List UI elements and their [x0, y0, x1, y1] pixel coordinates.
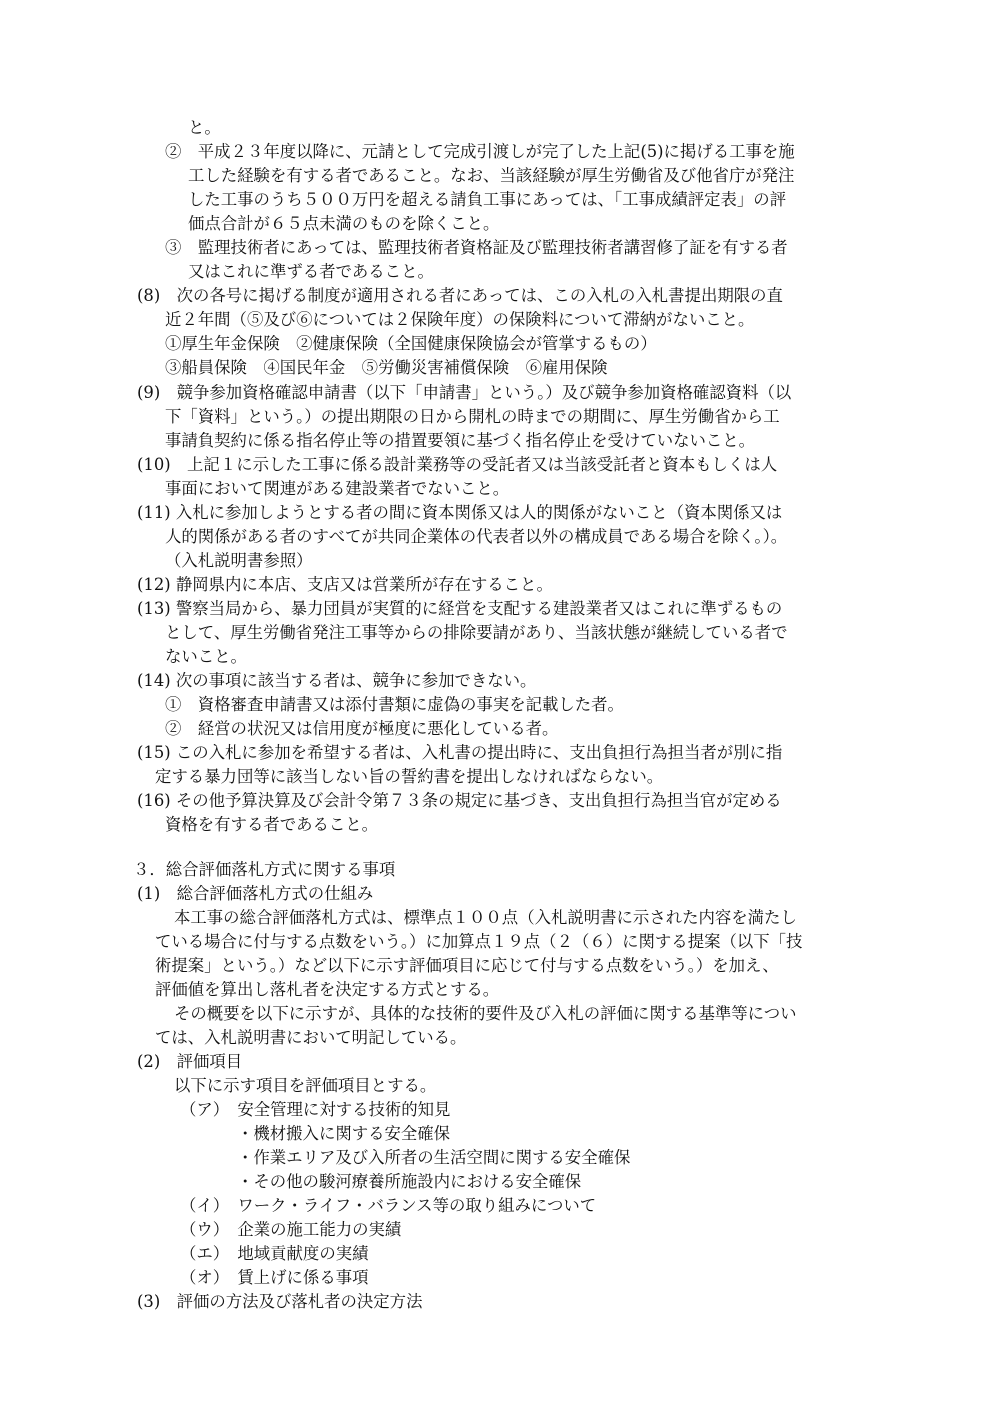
text-line: (12) 静岡県内に本店、支店又は営業所が存在すること。 — [137, 575, 553, 594]
text-line: (2) 評価項目 — [137, 1052, 243, 1071]
text-line: (10) 上記１に示した工事に係る設計業務等の受託者又は当該受託者と資本もしくは人 — [137, 455, 778, 474]
text-line: ② 平成２３年度以降に、元請として完成引渡しが完了した上記(5)に掲げる工事を施 — [165, 142, 795, 161]
text-line: 下「資料」という。）の提出期限の日から開札の時までの期間に、厚生労働省から工 — [165, 407, 780, 426]
text-line: (15) この入札に参加を希望する者は、入札書の提出時に、支出負担行為担当者が別に指 — [137, 743, 783, 762]
text-line: ・機材搬入に関する安全確保 — [237, 1124, 451, 1143]
text-line: （入札説明書参照） — [165, 551, 313, 570]
text-line: ・作業エリア及び入所者の生活空間に関する安全確保 — [237, 1148, 631, 1167]
text-line: 術提案」という。）など以下に示す評価項目に応じて付与する点数をいう。）を加え、 — [155, 956, 779, 975]
text-line: ないこと。 — [165, 647, 247, 666]
text-line: (3) 評価の方法及び落札者の決定方法 — [137, 1292, 423, 1311]
text-line: 又はこれに準ずる者であること。 — [188, 262, 434, 281]
text-line: その概要を以下に示すが、具体的な技術的要件及び入札の評価に関する基準等につい — [174, 1004, 797, 1023]
text-line: (11) 入札に参加しようとする者の間に資本関係又は人的関係がないこと（資本関係又は — [137, 503, 783, 522]
text-line: 近２年間（⑤及び⑥については２保険年度）の保険料について滞納がないこと。 — [165, 310, 755, 329]
text-line: ては、入札説明書において明記している。 — [155, 1028, 467, 1047]
text-line: と。 — [188, 118, 221, 137]
text-line: （オ） 賃上げに係る事項 — [180, 1268, 369, 1287]
text-line: 以下に示す項目を評価項目とする。 — [174, 1076, 437, 1095]
text-line: (16) その他予算決算及び会計令第７３条の規定に基づき、支出負担行為担当官が定める — [137, 791, 782, 810]
text-line: (13) 警察当局から、暴力団員が実質的に経営を支配する建設業者又はこれに準ずるもの — [137, 599, 783, 618]
text-line: ③ 監理技術者にあっては、監理技術者資格証及び監理技術者講習修了証を有する者 — [165, 238, 788, 257]
text-line: 事請負契約に係る指名停止等の措置要領に基づく指名停止を受けていないこと。 — [165, 431, 756, 450]
text-line: ３．総合評価落札方式に関する事項 — [133, 860, 396, 879]
text-line: として、厚生労働省発注工事等からの排除要請があり、当該状態が継続している者で — [165, 623, 788, 642]
text-line: （エ） 地域貢献度の実績 — [180, 1244, 369, 1263]
text-line: (1) 総合評価落札方式の仕組み — [137, 884, 374, 903]
text-line: 工した経験を有する者であること。なお、当該経験が厚生労働省及び他省庁が発注 — [188, 166, 795, 185]
text-line: ・その他の駿河療養所施設内における安全確保 — [237, 1172, 582, 1191]
text-line: ている場合に付与する点数をいう。）に加算点１９点（２（６）に関する提案（以下「技 — [155, 932, 803, 951]
text-line: （ウ） 企業の施工能力の実績 — [180, 1220, 402, 1239]
text-line: (14) 次の事項に該当する者は、競争に参加できない。 — [137, 671, 537, 690]
text-line: （イ） ワーク・ライフ・バランス等の取り組みについて — [180, 1196, 597, 1215]
text-line: 資格を有する者であること。 — [165, 815, 379, 834]
text-line: ③船員保険 ④国民年金 ⑤労働災害補償保険 ⑥雇用保険 — [165, 358, 608, 377]
text-line: 本工事の総合評価落札方式は、標準点１００点（入札説明書に示された内容を満たし — [174, 908, 797, 927]
text-line: （ア） 安全管理に対する技術的知見 — [180, 1100, 451, 1119]
text-line: (9) 競争参加資格確認申請書（以下「申請書」という。）及び競争参加資格確認資料（以 — [137, 383, 792, 402]
text-line: ② 経営の状況又は信用度が極度に悪化している者。 — [165, 719, 559, 738]
text-line: 定する暴力団等に該当しない旨の誓約書を提出しなければならない。 — [155, 767, 664, 786]
text-line: ① 資格審査申請書又は添付書類に虚偽の事実を記載した者。 — [165, 695, 624, 714]
text-line: 評価値を算出し落札者を決定する方式とする。 — [155, 980, 500, 999]
text-line: ①厚生年金保険 ②健康保険（全国健康保険協会が管掌するもの） — [165, 334, 657, 353]
text-line: (8) 次の各号に掲げる制度が適用される者にあっては、この入札の入札書提出期限の直 — [137, 286, 783, 305]
text-line: した工事のうち５００万円を超える請負工事にあっては、「工事成績評定表」の評 — [188, 190, 787, 209]
text-line: 人的関係がある者のすべてが共同企業体の代表者以外の構成員である場合を除く。）。 — [165, 527, 788, 546]
text-line: 価点合計が６５点未満のものを除くこと。 — [188, 214, 500, 233]
text-line: 事面において関連がある建設業者でないこと。 — [165, 479, 510, 498]
